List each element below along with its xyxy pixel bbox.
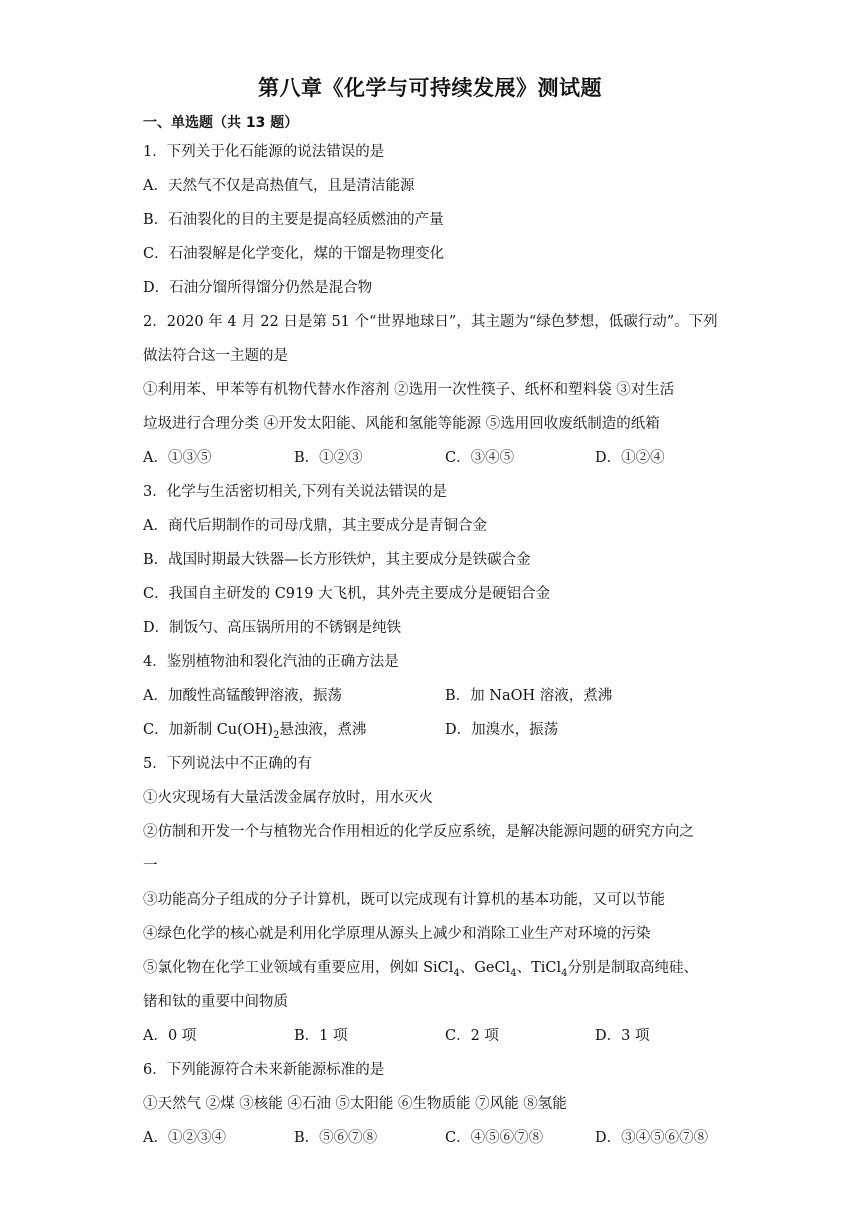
q5-option-b: B．1 项 bbox=[294, 1028, 348, 1044]
q3-option-a: A．商代后期制作的司母戊鼎，其主要成分是青铜合金 bbox=[143, 518, 487, 534]
q4-option-c-post: 悬浊液，煮沸 bbox=[279, 722, 367, 738]
q4-option-b: B．加 NaOH 溶液，煮沸 bbox=[445, 688, 613, 704]
q6-items: ①天然气 ②煤 ③核能 ④石油 ⑤太阳能 ⑥生物质能 ⑦风能 ⑧氢能 bbox=[143, 1096, 567, 1112]
q5-statement-4: ④绿色化学的核心就是利用化学原理从源头上减少和消除工业生产对环境的污染 bbox=[143, 926, 651, 942]
q2-stem-line2: 做法符合这一主题的是 bbox=[143, 348, 288, 364]
q5-statement-5 bbox=[143, 956, 698, 979]
q1-stem: 1．下列关于化石能源的说法错误的是 bbox=[143, 144, 385, 160]
q5-statement-3: ③功能高分子组成的分子计算机，既可以完成现有计算机的基本功能，又可以节能 bbox=[143, 892, 665, 908]
q4-option-d: D．加溴水，振荡 bbox=[445, 722, 559, 738]
q2-option-b: B．①②③ bbox=[294, 450, 363, 466]
q5-s5-sub-1: 4 bbox=[453, 967, 460, 979]
q5-statement-2a: ②仿制和开发一个与植物光合作用相近的化学反应系统，是解决能源问题的研究方向之 bbox=[143, 824, 694, 840]
q3-option-c: C．我国自主研发的 C919 大飞机，其外壳主要成分是硬铝合金 bbox=[143, 586, 551, 602]
q1-option-a: A．天然气不仅是高热值气，且是清洁能源 bbox=[143, 178, 415, 194]
q5-s5-sub-2: 4 bbox=[510, 967, 517, 979]
page-title: 第八章《化学与可持续发展》测试题 bbox=[258, 76, 602, 100]
q5-statement-1: ①火灾现场有大量活泼金属存放时，用水灭火 bbox=[143, 790, 433, 806]
q6-option-c: C．④⑤⑥⑦⑧ bbox=[445, 1130, 544, 1146]
q1-option-c: C．石油裂解是化学变化，煤的干馏是物理变化 bbox=[143, 246, 445, 262]
q5-s5-part-b: 、GeCl bbox=[459, 960, 511, 976]
q1-option-b: B．石油裂化的目的主要是提高轻质燃油的产量 bbox=[143, 212, 444, 228]
q3-option-d: D．制饭勺、高压锅所用的不锈钢是纯铁 bbox=[143, 620, 402, 636]
q5-option-d: D．3 项 bbox=[595, 1028, 650, 1044]
q2-option-d: D．①②④ bbox=[595, 450, 665, 466]
q4-option-c-pre: C．加新制 Cu(OH) bbox=[143, 722, 273, 738]
q4-option-c-sub: 2 bbox=[272, 729, 280, 741]
q4-option-c bbox=[143, 718, 366, 741]
q5-s5-sub-3: 4 bbox=[561, 967, 568, 979]
q5-option-c: C．2 项 bbox=[445, 1028, 499, 1044]
q4-option-a: A．加酸性高锰酸钾溶液，振荡 bbox=[143, 688, 342, 704]
q4-stem: 4．鉴别植物油和裂化汽油的正确方法是 bbox=[143, 654, 399, 670]
q6-option-b: B．⑤⑥⑦⑧ bbox=[294, 1130, 378, 1146]
q5-stem: 5．下列说法中不正确的有 bbox=[143, 756, 312, 772]
q5-s5-part-c: 、TiCl bbox=[516, 960, 562, 976]
q6-stem: 6．下列能源符合未来新能源标准的是 bbox=[143, 1062, 385, 1078]
q3-option-b: B．战国时期最大铁器—长方形铁炉，其主要成分是铁碳合金 bbox=[143, 552, 531, 568]
q2-stem-line1: 2．2020 年 4 月 22 日是第 51 个“世界地球日”，其主题为“绿色梦想，低碳行动”。下列 bbox=[143, 314, 718, 330]
q5-s5-part-a: ⑤氯化物在化学工业领域有重要应用，例如 SiCl bbox=[143, 960, 454, 976]
q2-option-a: A．①③⑤ bbox=[143, 450, 212, 466]
q2-option-c: C．③④⑤ bbox=[445, 450, 515, 466]
q5-option-a: A．0 项 bbox=[143, 1028, 197, 1044]
section-heading: 一、单选题（共 13 题） bbox=[143, 115, 299, 131]
q5-s5-part-d: 分别是制取高纯硅、 bbox=[567, 960, 698, 976]
q1-option-d: D．石油分馏所得馏分仍然是混合物 bbox=[143, 280, 373, 296]
q2-items-line2: 垃圾进行合理分类 ④开发太阳能、风能和氢能等能源 ⑤选用回收废纸制造的纸箱 bbox=[143, 416, 660, 432]
q2-items-line1: ①利用苯、甲苯等有机物代替水作溶剂 ②选用一次性筷子、纸杯和塑料袋 ③对生活 bbox=[143, 382, 675, 398]
q5-statement-2b: 一 bbox=[143, 858, 158, 874]
q5-statement-5b: 锗和钛的重要中间物质 bbox=[143, 994, 288, 1010]
q6-option-d: D．③④⑤⑥⑦⑧ bbox=[595, 1130, 709, 1146]
q6-option-a: A．①②③④ bbox=[143, 1130, 226, 1146]
q3-stem: 3．化学与生活密切相关,下列有关说法错误的是 bbox=[143, 484, 447, 500]
